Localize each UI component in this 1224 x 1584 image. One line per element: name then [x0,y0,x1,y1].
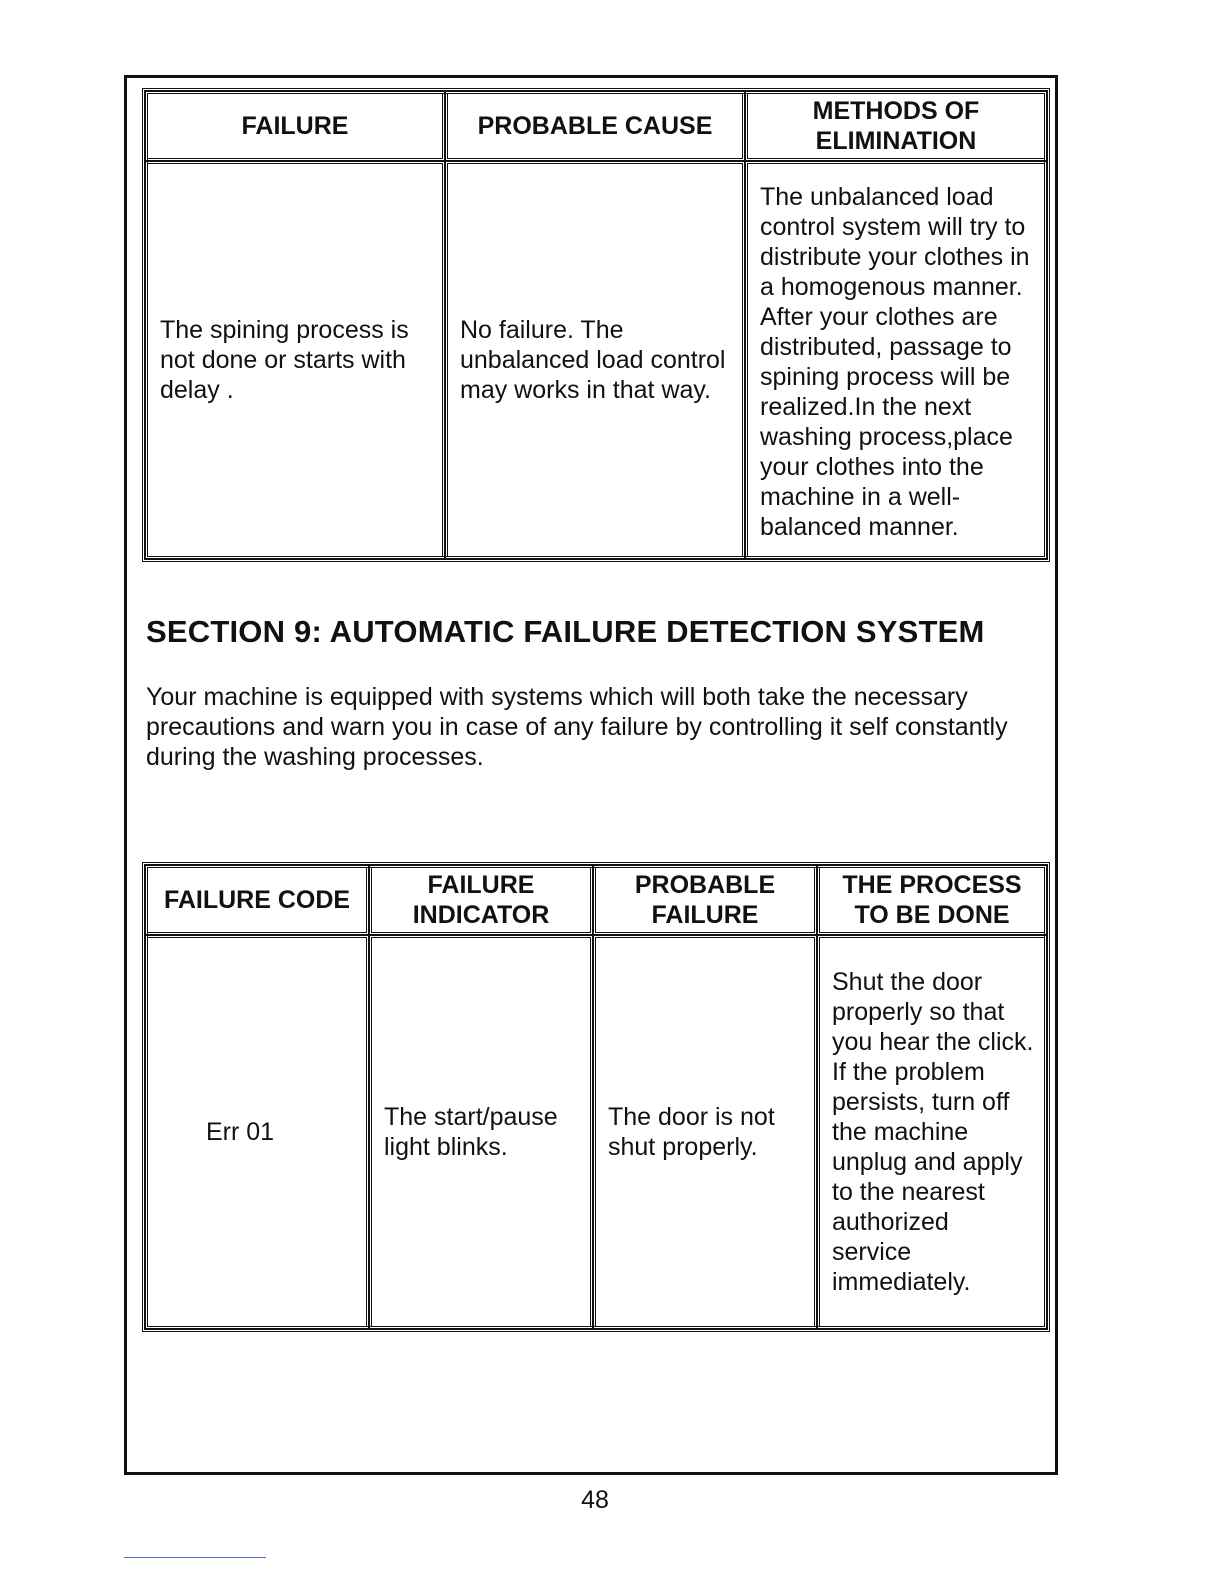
header-failure-indicator: FAILURE INDICATOR [369,865,593,935]
table-row [145,935,1047,1329]
failure-code-table [142,862,1050,1332]
header-failure: FAILURE [145,91,445,161]
section-title: SECTION 9: AUTOMATIC FAILURE DETECTION SYSTEM [146,614,985,649]
cell-failure-code: Err 01 [145,935,369,1329]
table-header-row [145,865,1047,935]
cell-probable-failure: The door is not shut properly. [593,935,817,1329]
cell-failure-indicator: The start/pause light blinks. [369,935,593,1329]
page-number: 48 [581,1486,609,1514]
cell-method: The unbalanced load control system will try to distribute your clothes in a homogenous manner. After your clothes are distributed, passage to spining process will be realized.In the next washing process,place your clothes into the machine in a well-balanced manner. [745,161,1047,559]
header-failure-code: FAILURE CODE [145,865,369,935]
header-probable-failure: PROBABLE FAILURE [593,865,817,935]
table-row [145,161,1047,559]
footer-rule [124,1557,266,1558]
header-methods-of-elimination: METHODS OF ELIMINATION [745,91,1047,161]
table-header-row [145,91,1047,161]
troubleshooting-table [142,88,1050,562]
cell-process: Shut the door properly so that you hear the click. If the problem persists, turn off the machine unplug and apply to the nearest authorized service immediately. [817,935,1047,1329]
cell-probable-cause: No failure. The unbalanced load control may works in that way. [445,161,745,559]
section-intro: Your machine is equipped with systems which will both take the necessary precautions and warn you in case of any failure by controlling it self constantly during the washing processes. [146,683,1008,771]
cell-failure: The spining process is not done or starts with delay . [145,161,445,559]
header-probable-cause: PROBABLE CAUSE [445,91,745,161]
header-process-to-be-done: THE PROCESS TO BE DONE [817,865,1047,935]
